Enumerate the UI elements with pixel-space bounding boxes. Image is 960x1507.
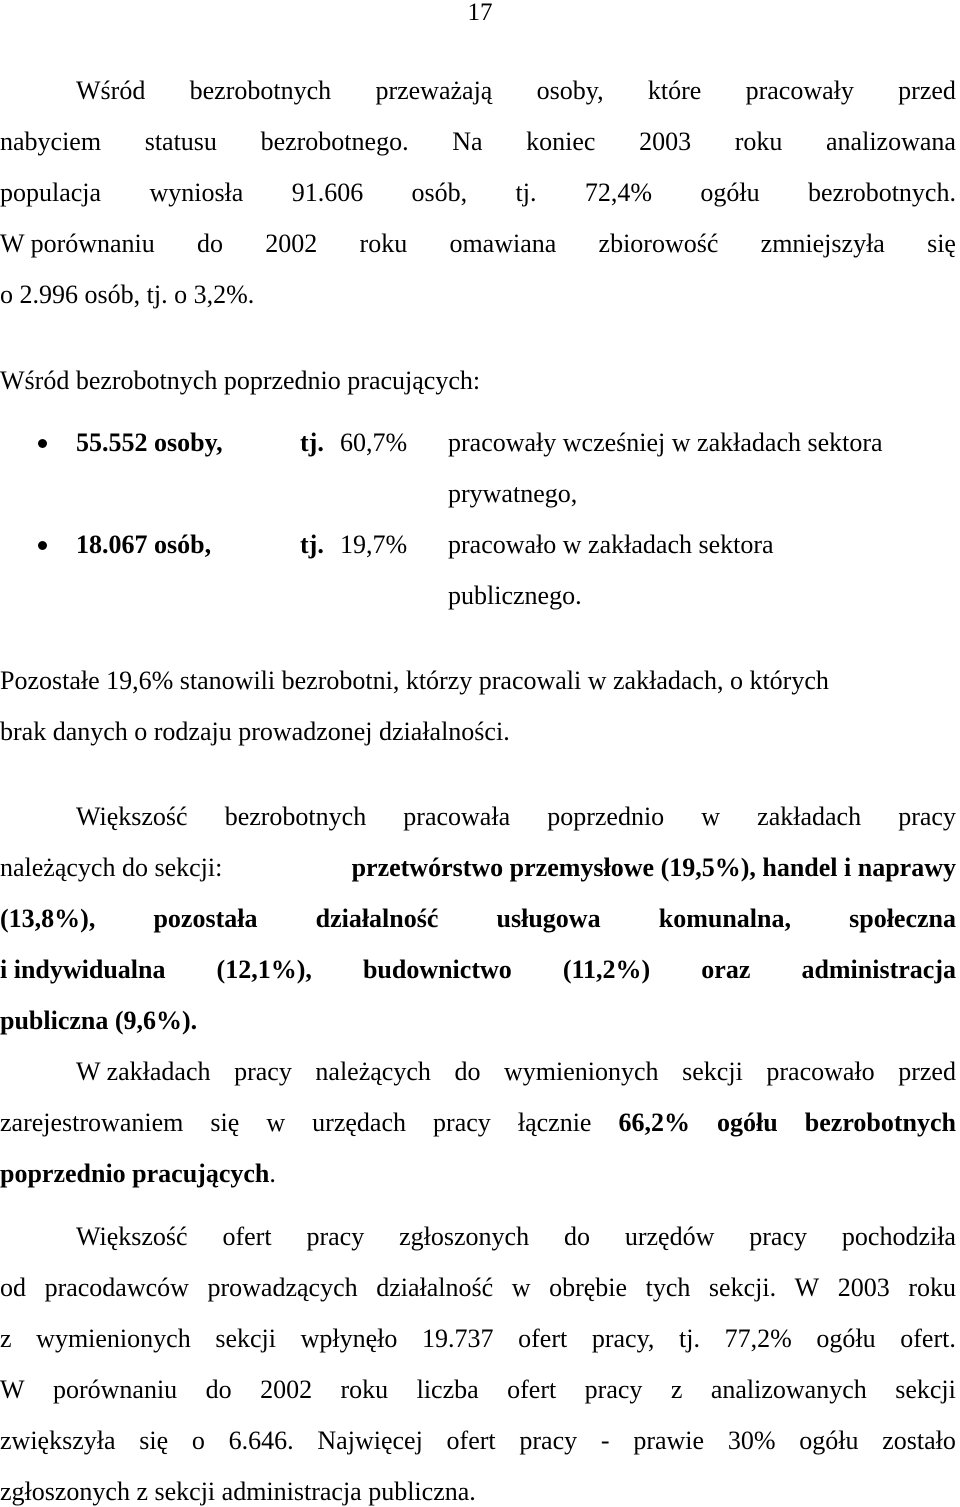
- para3-line4: [0, 955, 956, 985]
- word: W: [794, 1273, 820, 1302]
- para5-line2: [0, 1273, 956, 1303]
- word: należących: [315, 1057, 431, 1086]
- word: pracy: [306, 1222, 365, 1251]
- word: 6.646.: [228, 1426, 294, 1455]
- para3-line5: publiczna (9,6%).: [0, 1006, 198, 1035]
- bullet-icon: [38, 541, 47, 550]
- para4-line1: [0, 1057, 956, 1087]
- word: ofert: [518, 1324, 568, 1353]
- word: urzędach: [312, 1108, 406, 1137]
- bullet-icon: [38, 439, 47, 448]
- word: zmniejszyła: [760, 229, 885, 258]
- word: prowadzących: [207, 1273, 358, 1302]
- para4-line2: [0, 1108, 956, 1138]
- word: 2003: [639, 127, 692, 156]
- word: od: [0, 1273, 26, 1302]
- word: działalność: [376, 1273, 494, 1302]
- word: i indywidualna: [0, 955, 166, 984]
- para5-line6: zgłoszonych z sekcji administracja publiczna.: [0, 1477, 476, 1506]
- word: W zakładach: [76, 1057, 211, 1086]
- para5-line4: [0, 1375, 956, 1405]
- para3-line1: [0, 802, 956, 832]
- word: się: [139, 1426, 169, 1455]
- para5-line5: [0, 1426, 956, 1456]
- word: bezrobotnych.: [807, 178, 956, 207]
- word: pracowały: [745, 76, 854, 105]
- word-bold: 66,2%: [618, 1108, 690, 1137]
- para3-line3: [0, 904, 956, 934]
- word: W: [0, 1375, 25, 1404]
- word: tj.: [679, 1324, 700, 1353]
- word: zarejestrowaniem: [0, 1108, 184, 1137]
- word: omawiana: [449, 229, 557, 258]
- word: (12,1%),: [216, 955, 312, 984]
- word: w: [511, 1273, 531, 1302]
- bullet-count: 18.067 osób,: [76, 530, 212, 559]
- word: w: [701, 802, 721, 831]
- para1-line5: o 2.996 osób, tj. o 3,2%.: [0, 280, 255, 309]
- word: prawie: [633, 1426, 705, 1455]
- para1-line4: [0, 229, 956, 259]
- para1-line2: [0, 127, 956, 157]
- word: o: [191, 1426, 205, 1455]
- word: ofert: [222, 1222, 272, 1251]
- word: 77,2%: [724, 1324, 792, 1353]
- word: administracja: [801, 955, 956, 984]
- word: pracy,: [591, 1324, 655, 1353]
- word: przed: [898, 1057, 956, 1086]
- word: 91.606: [291, 178, 364, 207]
- word: społeczna: [849, 904, 956, 933]
- word: porównaniu: [52, 1375, 178, 1404]
- word: -: [600, 1426, 610, 1455]
- word: sekcji: [682, 1057, 743, 1086]
- page-number: 17: [467, 0, 493, 26]
- para2-line1: Pozostałe 19,6% stanowili bezrobotni, którzy pracowali w zakładach, o których: [0, 666, 829, 695]
- word: pochodziła: [841, 1222, 956, 1251]
- word: działalność: [315, 904, 439, 933]
- word: z: [670, 1375, 683, 1404]
- word: zgłoszonych: [399, 1222, 530, 1251]
- word: usługowa: [496, 904, 601, 933]
- para4-line3: [0, 1159, 956, 1189]
- bullet-percent: 60,7%: [340, 428, 408, 457]
- word: analizowana: [826, 127, 956, 156]
- word: ofert: [507, 1375, 557, 1404]
- word: 2002: [265, 229, 318, 258]
- word: wymienionych: [504, 1057, 659, 1086]
- bullet-description-cont: prywatnego,: [448, 479, 578, 508]
- para2-line2: brak danych o rodzaju prowadzonej działalności.: [0, 717, 510, 746]
- bullet-tj: tj.: [300, 428, 324, 457]
- word: tych: [645, 1273, 691, 1302]
- word: wpłynęło: [300, 1324, 398, 1353]
- word: nabyciem: [0, 127, 102, 156]
- para4-line3-bold: poprzednio pracujących: [0, 1159, 270, 1188]
- word: ogółu: [816, 1324, 876, 1353]
- word: do: [454, 1057, 481, 1086]
- word: wymienionych: [36, 1324, 191, 1353]
- word: się: [210, 1108, 240, 1137]
- word: sekcji: [215, 1324, 276, 1353]
- bullet-percent: 19,7%: [340, 530, 408, 559]
- word: z: [0, 1324, 12, 1353]
- word: 2003: [837, 1273, 890, 1302]
- word: pracy: [433, 1108, 491, 1137]
- word: ogółu: [700, 178, 760, 207]
- bullet-description-cont: publicznego.: [448, 581, 582, 610]
- word: do: [563, 1222, 590, 1251]
- bullet-tj: tj.: [300, 530, 324, 559]
- word: obrębie: [549, 1273, 628, 1302]
- para3-line2-bold: przetwórstwo przemysłowe (19,5%), handel i naprawy: [351, 853, 956, 882]
- para3-line2-normal: należących do sekcji:: [0, 853, 229, 882]
- word: sekcji.: [708, 1273, 777, 1302]
- word: Na: [452, 127, 483, 156]
- para4-line3-end: .: [269, 1159, 276, 1188]
- word: pracy: [749, 1222, 808, 1251]
- word: Większość: [76, 802, 188, 831]
- word: ofert.: [900, 1324, 956, 1353]
- word: które: [647, 76, 702, 105]
- subheading: Wśród bezrobotnych poprzednio pracujących:: [0, 366, 481, 395]
- word: zwiększyła: [0, 1426, 116, 1455]
- word: ofert: [446, 1426, 496, 1455]
- word: (13,8%),: [0, 904, 96, 933]
- word: pracy: [584, 1375, 643, 1404]
- word: zostało: [882, 1426, 956, 1455]
- word: pracy: [898, 802, 956, 831]
- word: Wśród: [76, 76, 146, 105]
- word: pozostała: [153, 904, 258, 933]
- word-bold: ogółu: [717, 1108, 778, 1137]
- para3-line2: [0, 853, 956, 883]
- word: urzędów: [624, 1222, 715, 1251]
- word: bezrobotnego.: [260, 127, 409, 156]
- word: do: [205, 1375, 232, 1404]
- word: roku: [908, 1273, 956, 1302]
- word: 30%: [727, 1426, 776, 1455]
- word: wyniosła: [149, 178, 244, 207]
- word: pracy: [519, 1426, 578, 1455]
- word: poprzednio: [547, 802, 665, 831]
- para5-line3: [0, 1324, 956, 1354]
- word: komunalna,: [658, 904, 791, 933]
- para5-line1: [0, 1222, 956, 1252]
- word: zakładach: [757, 802, 862, 831]
- bullet-description: pracowało w zakładach sektora: [448, 530, 774, 559]
- word: populacja: [0, 178, 102, 207]
- word: się: [927, 229, 956, 258]
- word: roku: [359, 229, 408, 258]
- word: pracowało: [766, 1057, 875, 1086]
- word: oraz: [701, 955, 751, 984]
- word: roku: [734, 127, 783, 156]
- word: do: [197, 229, 224, 258]
- word: bezrobotnych: [224, 802, 367, 831]
- word: (11,2%): [562, 955, 651, 984]
- bullet-description: pracowały wcześniej w zakładach sektora: [448, 428, 883, 457]
- word: 2002: [260, 1375, 313, 1404]
- word: przeważają: [375, 76, 493, 105]
- word: przed: [898, 76, 956, 105]
- para1-line3: [0, 178, 956, 208]
- word: analizowanych: [710, 1375, 867, 1404]
- word: tj.: [515, 178, 537, 207]
- bullet-count: 55.552 osoby,: [76, 428, 223, 457]
- word: Większość: [76, 1222, 188, 1251]
- word: bezrobotnych: [189, 76, 332, 105]
- word: koniec: [526, 127, 596, 156]
- word: 19.737: [422, 1324, 494, 1353]
- word: W porównaniu: [0, 229, 155, 258]
- word: łącznie: [517, 1108, 592, 1137]
- word: w: [266, 1108, 286, 1137]
- word: osoby,: [536, 76, 604, 105]
- word: 72,4%: [584, 178, 653, 207]
- word: statusu: [144, 127, 217, 156]
- word: sekcji: [895, 1375, 956, 1404]
- word: osób,: [411, 178, 468, 207]
- word: budownictwo: [362, 955, 512, 984]
- word: pracy: [234, 1057, 292, 1086]
- para1-line1: [0, 76, 956, 106]
- word: zbiorowość: [598, 229, 719, 258]
- word: ogółu: [799, 1426, 859, 1455]
- word: pracowała: [403, 802, 511, 831]
- word: liczba: [416, 1375, 479, 1404]
- word-bold: bezrobotnych: [804, 1108, 956, 1137]
- word: Najwięcej: [317, 1426, 423, 1455]
- word: roku: [340, 1375, 389, 1404]
- word: pracodawców: [44, 1273, 189, 1302]
